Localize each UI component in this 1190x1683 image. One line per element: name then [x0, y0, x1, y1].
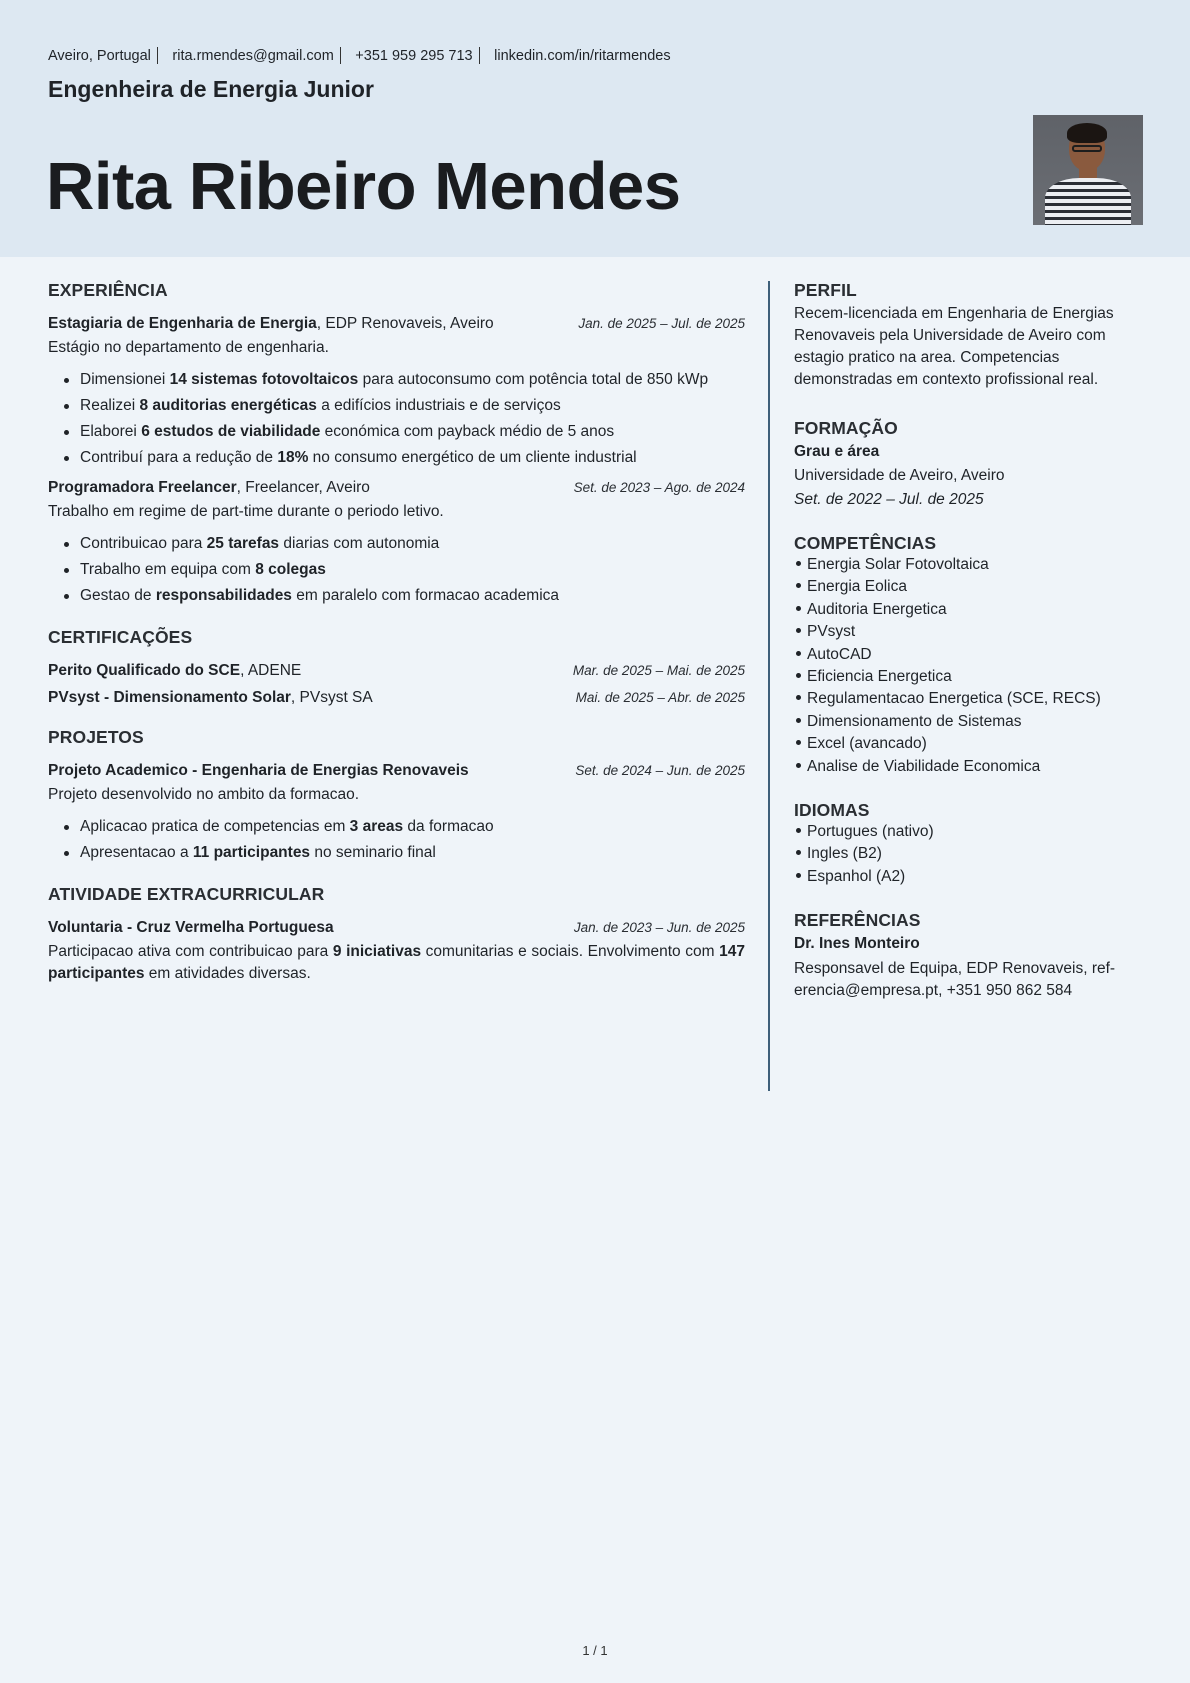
extracurricular-section [48, 884, 745, 985]
activity-description [48, 941, 745, 985]
section-title: COMPETÊNCIAS [794, 533, 937, 553]
entry-org: , Freelancer, Aveiro [236, 479, 370, 496]
language-item [794, 866, 1154, 888]
sidebar-column [794, 280, 1154, 1024]
bullet-icon [796, 606, 801, 611]
bullet-icon [796, 561, 801, 566]
cert-org: , PVsyst SA [290, 689, 373, 706]
bullet-text: Contribuí para a redução de [80, 449, 278, 466]
entry-role-org [48, 315, 494, 333]
bullet-icon [796, 873, 801, 878]
bullet-text: económica com payback médio de 5 anos [320, 423, 615, 440]
bullet-item [80, 585, 745, 607]
bullet-highlight: 25 tarefas [206, 535, 280, 552]
job-title: Engenheira de Energia Junior [48, 76, 374, 102]
candidate-name: Rita Ribeiro Mendes [46, 149, 681, 224]
bullet-icon [796, 740, 801, 745]
entry-date: Jan. de 2025 – Jul. de 2025 [578, 316, 745, 331]
bullet-icon [796, 651, 801, 656]
bullet-text: Realizei [80, 397, 140, 414]
photo-hair [1067, 123, 1107, 143]
bullet-icon [796, 718, 801, 723]
section-title: ATIVIDADE EXTRACURRICULAR [48, 884, 325, 904]
skill-item [794, 576, 1154, 598]
section-title: FORMAÇÃO [794, 418, 898, 438]
bullet-item [80, 447, 745, 469]
desc-text: em atividades diversas. [144, 965, 311, 982]
project-date: Set. de 2024 – Jun. de 2025 [575, 763, 745, 778]
contact-linkedin[interactable]: linkedin.com/in/ritarmendes [494, 47, 671, 64]
education-section [794, 418, 1154, 511]
bullet-icon [796, 583, 801, 588]
entry-bullets [80, 369, 745, 469]
contact-email[interactable]: rita.rmendes@gmail.com [172, 47, 334, 64]
skill-item [794, 599, 1154, 621]
photo-glasses [1072, 145, 1102, 152]
bullet-icon [796, 628, 801, 633]
bullet-icon [796, 695, 801, 700]
certifications-section [48, 627, 745, 707]
skill-label: Regulamentacao Energetica (SCE, RECS) [807, 690, 1101, 708]
bullet-item [80, 421, 745, 443]
skill-label: Eficiencia Energetica [807, 668, 952, 686]
experience-section [48, 280, 745, 607]
entry-date: Set. de 2023 – Ago. de 2024 [573, 480, 745, 495]
cert-name-org [48, 662, 301, 680]
bullet-text: da formacao [403, 818, 494, 835]
bullet-item [80, 559, 745, 581]
contact-phone[interactable]: +351 959 295 713 [355, 47, 473, 64]
project-bullets [80, 816, 745, 864]
bullet-text: em paralelo com formacao academica [291, 587, 560, 604]
section-title: PERFIL [794, 280, 857, 300]
profile-section [794, 280, 1154, 391]
contact-line [48, 47, 671, 64]
column-divider [768, 281, 770, 1091]
entry-header [48, 919, 745, 937]
language-item [794, 821, 1154, 843]
skill-label: Energia Eolica [807, 578, 907, 596]
entry-header [48, 479, 745, 497]
bullet-item [80, 842, 745, 864]
section-title: EXPERIÊNCIA [48, 280, 168, 300]
bullet-highlight: 8 auditorias energéticas [139, 397, 317, 414]
entry-header [48, 315, 745, 333]
skill-label: Dimensionamento de Sistemas [807, 712, 1022, 730]
bullet-text: Gestao de [80, 587, 156, 604]
bullet-text: no seminario final [310, 844, 436, 861]
experience-entry [48, 315, 745, 469]
entry-role-org [48, 479, 370, 497]
bullet-highlight: 3 areas [349, 818, 404, 835]
certification-entry [48, 689, 745, 707]
project-description: Projeto desenvolvido no ambito da formacao. [48, 786, 360, 803]
language-item [794, 843, 1154, 865]
entry-description: Estágio no departamento de engenharia. [48, 339, 329, 356]
separator [479, 47, 481, 64]
bullet-highlight: 18% [277, 449, 309, 466]
bullet-icon [796, 763, 801, 768]
bullet-text: a edifícios industriais e de serviços [316, 397, 561, 414]
bullet-text: Apresentacao a [80, 844, 193, 861]
desc-text: Participacao ativa com contribuicao para [48, 943, 333, 960]
cert-date: Mar. de 2025 – Mai. de 2025 [572, 663, 745, 678]
bullet-text: diarias com autonomia [279, 535, 440, 552]
education-school: Universidade de Aveiro, Aveiro [794, 467, 1005, 484]
bullet-text: Elaborei [80, 423, 142, 440]
bullet-icon [796, 850, 801, 855]
language-label: Ingles (B2) [807, 845, 882, 863]
separator [340, 47, 342, 64]
contact-location: Aveiro, Portugal [48, 47, 151, 64]
entry-header [48, 762, 745, 780]
bullet-item [80, 395, 745, 417]
bullet-highlight: 6 estudos de viabilidade [141, 423, 321, 440]
references-section [794, 910, 1154, 1002]
bullet-text: Dimensionei [80, 371, 170, 388]
main-column [48, 280, 745, 985]
entry-description: Trabalho em regime de part-time durante o periodo letivo. [48, 503, 444, 520]
language-label: Portugues (nativo) [807, 823, 934, 841]
entry-org: , EDP Renovaveis, Aveiro [316, 315, 494, 332]
skill-label: Auditoria Energetica [807, 600, 947, 618]
skill-label: PVsyst [807, 623, 856, 641]
projects-section [48, 727, 745, 864]
bullet-highlight: 8 colegas [255, 561, 326, 578]
skill-item [794, 666, 1154, 688]
entry-role: Programadora Freelancer [48, 479, 237, 496]
bullet-icon [796, 673, 801, 678]
bullet-highlight: 11 participantes [192, 844, 311, 861]
profile-photo [1033, 115, 1143, 225]
project-name: Projeto Academico - Engenharia de Energias Renovaveis [48, 762, 469, 779]
activity-date: Jan. de 2023 – Jun. de 2025 [573, 920, 745, 935]
skill-label: Analise de Viabilidade Economica [807, 757, 1041, 775]
section-title: IDIOMAS [794, 800, 870, 821]
reference-details: Responsavel de Equipa, EDP Renovaveis, ref-erencia@empresa.pt, +351 950 862 584 [794, 960, 1116, 1000]
bullet-text: para autoconsumo com potência total de 850 kWp [358, 371, 709, 388]
skill-item [794, 621, 1154, 643]
bullet-highlight: responsabilidades [155, 587, 292, 604]
entry-bullets [80, 533, 745, 607]
skill-item [794, 554, 1154, 576]
skill-item [794, 756, 1154, 778]
bullet-item [80, 533, 745, 555]
bullet-highlight: 14 sistemas fotovoltaicos [169, 371, 359, 388]
bullet-icon [796, 828, 801, 833]
entry-role: Estagiaria de Engenharia de Energia [48, 315, 317, 332]
section-title: REFERÊNCIAS [794, 910, 921, 931]
bullet-item [80, 369, 745, 391]
certification-entry [48, 662, 745, 680]
cert-name: Perito Qualificado do SCE [48, 662, 241, 679]
skill-label: Energia Solar Fotovoltaica [807, 556, 989, 573]
cert-date: Mai. de 2025 – Abr. de 2025 [575, 690, 745, 705]
desc-highlight: 147 participantes [48, 943, 745, 982]
languages-section [794, 800, 1154, 888]
skill-item [794, 711, 1154, 733]
skill-label: AutoCAD [807, 645, 872, 663]
desc-text: comunitarias e sociais. Envolvimento com [421, 943, 720, 960]
photo-shirt [1045, 178, 1131, 225]
page-number: 1 / 1 [582, 1643, 608, 1658]
language-label: Espanhol (A2) [807, 867, 906, 885]
cert-name: PVsyst - Dimensionamento Solar [48, 689, 291, 706]
skill-item [794, 644, 1154, 666]
skill-item [794, 688, 1154, 710]
bullet-text: Aplicacao pratica de competencias em [80, 818, 350, 835]
cert-name-org [48, 689, 373, 707]
experience-entry [48, 479, 745, 607]
section-title: PROJETOS [48, 727, 144, 747]
desc-highlight: 9 iniciativas [332, 943, 422, 960]
header-band [0, 0, 1190, 257]
profile-text: Recem-licenciada em Engenharia de Energias Renovaveis pela Universidade de Aveiro com estagio pratico na area. Competencias demonstradas em contexto profissional real. [794, 305, 1114, 388]
bullet-item [80, 816, 745, 838]
bullet-text: Trabalho em equipa com [80, 561, 256, 578]
activity-name: Voluntaria - Cruz Vermelha Portuguesa [48, 919, 334, 936]
reference-name: Dr. Ines Monteiro [794, 935, 920, 953]
skill-item [794, 733, 1154, 755]
languages-list [794, 821, 1154, 888]
section-title: CERTIFICAÇÕES [48, 627, 193, 647]
bullet-text: Contribuicao para [80, 535, 207, 552]
bullet-text: no consumo energético de um cliente industrial [308, 449, 637, 466]
skills-section [794, 533, 1154, 778]
cert-org: , ADENE [240, 662, 302, 679]
education-degree: Grau e área [794, 443, 880, 460]
education-date: Set. de 2022 – Jul. de 2025 [794, 491, 984, 508]
separator [157, 47, 159, 64]
skill-label: Excel (avancado) [807, 735, 927, 753]
skills-list [794, 554, 1154, 778]
